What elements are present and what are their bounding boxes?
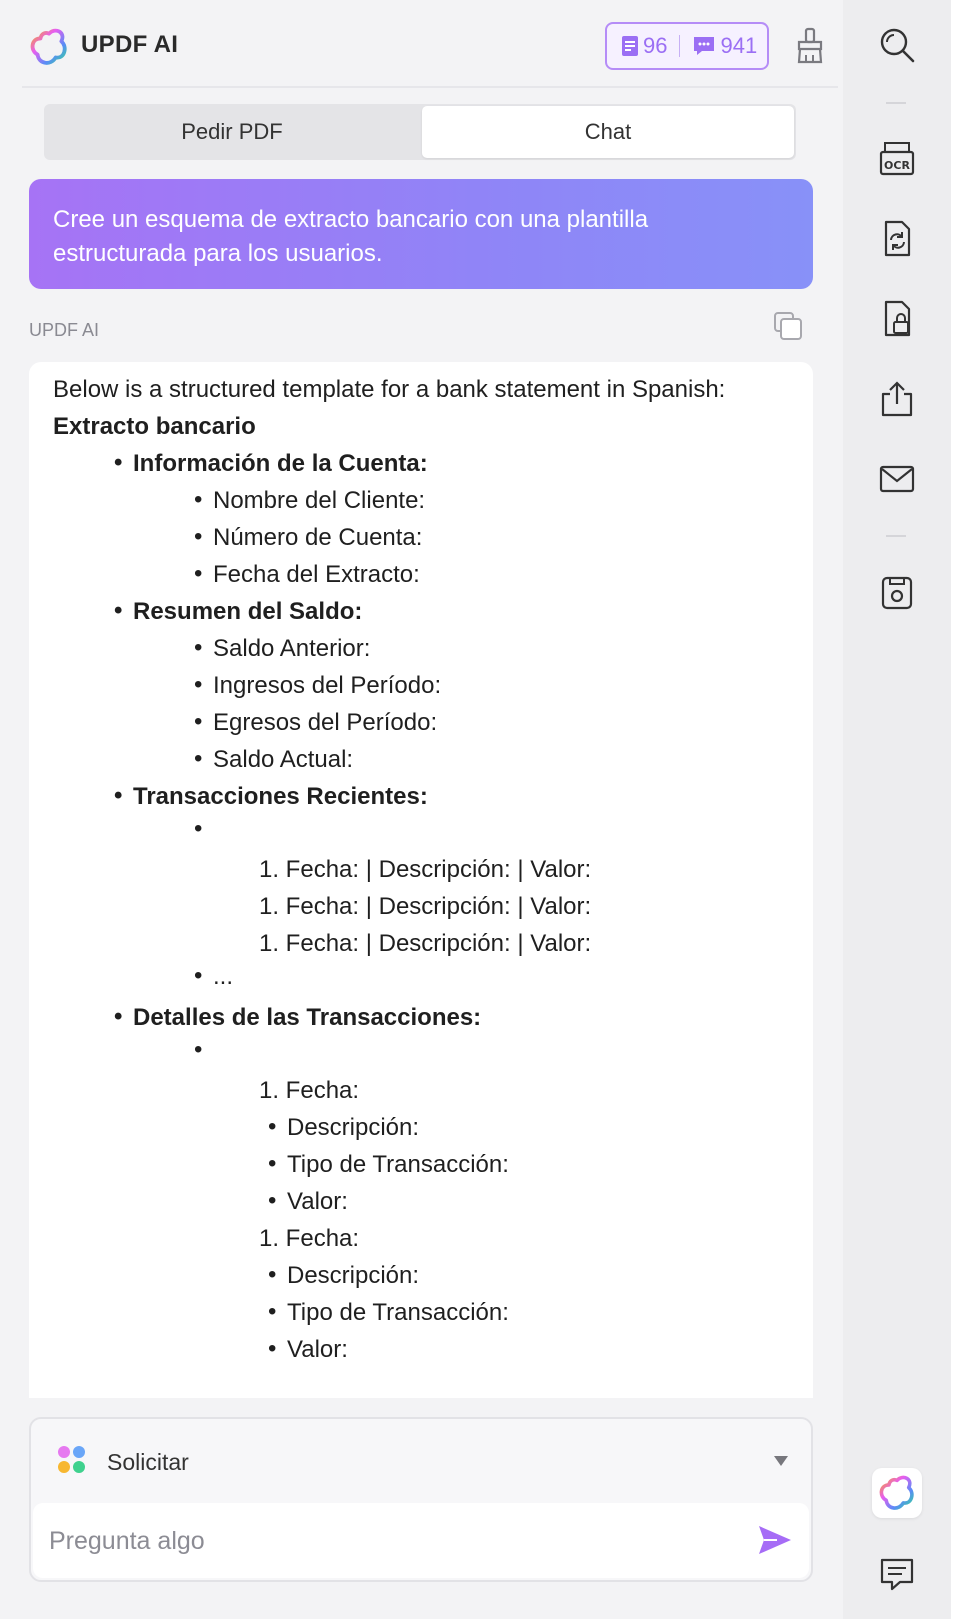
- list-item: • Fecha del Extracto:: [213, 560, 420, 590]
- tab-chat[interactable]: Chat: [422, 106, 794, 158]
- list-item: • Tipo de Transacción:: [287, 1298, 509, 1328]
- comment-icon[interactable]: [878, 1556, 916, 1594]
- list-item: • Descripción:: [287, 1261, 419, 1291]
- share-icon[interactable]: [878, 380, 916, 418]
- updf-ai-button[interactable]: [872, 1468, 922, 1518]
- prompt-selector[interactable]: [31, 1419, 811, 1501]
- copy-icon[interactable]: [772, 310, 804, 342]
- list-item: • Valor:: [287, 1335, 348, 1365]
- list-item: • Saldo Anterior:: [213, 634, 370, 664]
- protect-icon[interactable]: [878, 300, 916, 338]
- list-item: • Valor:: [287, 1187, 348, 1217]
- send-icon[interactable]: [757, 1523, 793, 1557]
- ellipsis-item: • ...: [213, 962, 233, 992]
- user-message-line-2: estructurada para los usuarios.: [53, 240, 383, 267]
- section-heading: • Resumen del Saldo:: [133, 597, 362, 627]
- save-icon[interactable]: [878, 574, 916, 612]
- window-edge: [951, 0, 958, 1619]
- user-message-line-1: Cree un esquema de extracto bancario con una plantilla: [53, 206, 649, 233]
- rail-divider: [886, 535, 906, 537]
- updf-logo-icon: [30, 28, 68, 66]
- pdf-count: 96: [643, 33, 668, 58]
- chat-count: 941: [720, 33, 758, 58]
- mode-tabs: [44, 104, 796, 160]
- search-icon[interactable]: [878, 26, 916, 64]
- rail-divider: [886, 102, 906, 104]
- section-heading: • Detalles de las Transacciones:: [133, 1003, 481, 1033]
- prompt-dots-icon: [57, 1445, 87, 1475]
- ai-sender-label: UPDF AI: [29, 320, 100, 340]
- tab-pedir-pdf[interactable]: Pedir PDF: [181, 119, 283, 144]
- list-item: • Ingresos del Período:: [213, 671, 441, 701]
- question-field: [33, 1503, 809, 1578]
- mail-icon[interactable]: [878, 460, 916, 498]
- pdf-counter: [621, 33, 667, 59]
- empty-bullet: [213, 1036, 223, 1066]
- chevron-down-icon[interactable]: [773, 1455, 789, 1467]
- ocr-icon[interactable]: [878, 140, 916, 178]
- user-message-bubble: [29, 179, 813, 289]
- clear-brush-icon[interactable]: [794, 27, 826, 65]
- transaction-row: 1. Fecha: | Descripción: | Valor:: [259, 893, 592, 920]
- updf-ai-icon: [879, 1475, 915, 1511]
- header-divider: [22, 86, 838, 88]
- document-icon: [621, 35, 639, 57]
- svg-text:OCR: OCR: [884, 159, 910, 172]
- list-item: • Tipo de Transacción:: [287, 1150, 509, 1180]
- answer-title: Extracto bancario: [53, 413, 256, 440]
- list-item: • Número de Cuenta:: [213, 523, 422, 553]
- ai-answer-card: [29, 362, 813, 1398]
- list-item: • Descripción:: [287, 1113, 419, 1143]
- answer-intro: Below is a structured template for a bank statement in Spanish:: [53, 376, 726, 403]
- chat-input-box: [29, 1417, 813, 1582]
- transaction-row: 1. Fecha: | Descripción: | Valor:: [259, 856, 592, 883]
- usage-counters[interactable]: [605, 22, 769, 70]
- list-item: • Nombre del Cliente:: [213, 486, 425, 516]
- panel-header: [0, 0, 843, 88]
- chat-bubble-icon: [692, 35, 716, 57]
- transaction-date: 1. Fecha:: [259, 1077, 360, 1104]
- section-heading: • Información de la Cuenta:: [133, 449, 428, 479]
- prompt-selector-label: Solicitar: [107, 1449, 189, 1475]
- empty-bullet: [213, 815, 223, 845]
- list-item: • Saldo Actual:: [213, 745, 353, 775]
- section-heading: • Transacciones Recientes:: [133, 782, 428, 812]
- app-title: UPDF AI: [81, 31, 179, 58]
- list-item: • Egresos del Período:: [213, 708, 437, 738]
- counter-divider: [679, 35, 680, 57]
- question-input[interactable]: [49, 1521, 709, 1561]
- convert-icon[interactable]: [878, 220, 916, 258]
- transaction-row: 1. Fecha: | Descripción: | Valor:: [259, 930, 592, 957]
- transaction-date: 1. Fecha:: [259, 1225, 360, 1252]
- chat-counter: [692, 33, 757, 59]
